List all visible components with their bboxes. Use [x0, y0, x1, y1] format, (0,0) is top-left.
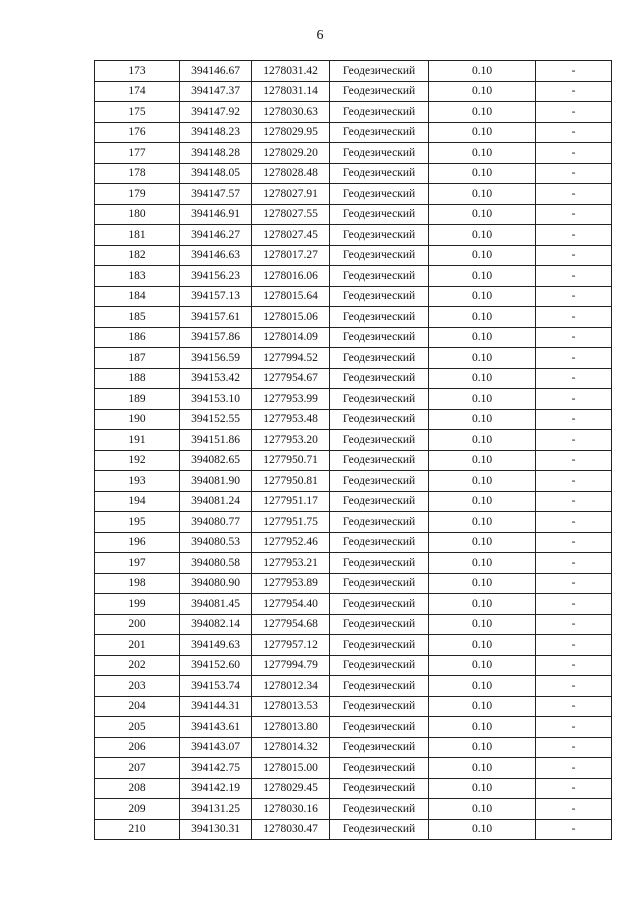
note-cell: - — [536, 225, 612, 246]
accuracy-cell: 0.10 — [429, 266, 536, 287]
y-coordinate-cell: 1277953.48 — [252, 409, 330, 430]
accuracy-cell: 0.10 — [429, 532, 536, 553]
method-cell: Геодезический — [330, 655, 429, 676]
y-coordinate-cell: 1277950.81 — [252, 471, 330, 492]
y-coordinate-cell: 1277953.20 — [252, 430, 330, 451]
accuracy-cell: 0.10 — [429, 676, 536, 697]
x-coordinate-cell: 394157.61 — [180, 307, 252, 328]
point-number-cell: 199 — [95, 594, 180, 615]
x-coordinate-cell: 394147.37 — [180, 81, 252, 102]
table-row — [95, 737, 612, 758]
y-coordinate-cell: 1278027.45 — [252, 225, 330, 246]
accuracy-cell: 0.10 — [429, 61, 536, 82]
x-coordinate-cell: 394151.86 — [180, 430, 252, 451]
table-row — [95, 655, 612, 676]
note-cell: - — [536, 184, 612, 205]
y-coordinate-cell: 1277954.67 — [252, 368, 330, 389]
point-number-cell: 204 — [95, 696, 180, 717]
page-number: 6 — [316, 28, 324, 43]
table-row — [95, 532, 612, 553]
y-coordinate-cell: 1278029.95 — [252, 122, 330, 143]
note-cell: - — [536, 286, 612, 307]
method-cell: Геодезический — [330, 102, 429, 123]
note-cell: - — [536, 594, 612, 615]
point-number-cell: 174 — [95, 81, 180, 102]
method-cell: Геодезический — [330, 327, 429, 348]
method-cell: Геодезический — [330, 491, 429, 512]
note-cell: - — [536, 553, 612, 574]
point-number-cell: 192 — [95, 450, 180, 471]
table-row — [95, 471, 612, 492]
table-row — [95, 61, 612, 82]
point-number-cell: 187 — [95, 348, 180, 369]
y-coordinate-cell: 1277950.71 — [252, 450, 330, 471]
note-cell: - — [536, 368, 612, 389]
y-coordinate-cell: 1278014.09 — [252, 327, 330, 348]
note-cell: - — [536, 737, 612, 758]
note-cell: - — [536, 655, 612, 676]
table-row — [95, 778, 612, 799]
table-row — [95, 184, 612, 205]
table-row — [95, 573, 612, 594]
table-row — [95, 450, 612, 471]
y-coordinate-cell: 1278015.64 — [252, 286, 330, 307]
note-cell: - — [536, 389, 612, 410]
accuracy-cell: 0.10 — [429, 553, 536, 574]
x-coordinate-cell: 394149.63 — [180, 635, 252, 656]
point-number-cell: 206 — [95, 737, 180, 758]
x-coordinate-cell: 394148.05 — [180, 163, 252, 184]
method-cell: Геодезический — [330, 163, 429, 184]
table-row — [95, 307, 612, 328]
note-cell: - — [536, 799, 612, 820]
x-coordinate-cell: 394147.57 — [180, 184, 252, 205]
table-row — [95, 717, 612, 738]
x-coordinate-cell: 394142.19 — [180, 778, 252, 799]
x-coordinate-cell: 394146.27 — [180, 225, 252, 246]
method-cell: Геодезический — [330, 409, 429, 430]
x-coordinate-cell: 394148.23 — [180, 122, 252, 143]
note-cell: - — [536, 758, 612, 779]
point-number-cell: 181 — [95, 225, 180, 246]
point-number-cell: 184 — [95, 286, 180, 307]
x-coordinate-cell: 394152.60 — [180, 655, 252, 676]
y-coordinate-cell: 1278031.14 — [252, 81, 330, 102]
table-row — [95, 758, 612, 779]
accuracy-cell: 0.10 — [429, 758, 536, 779]
accuracy-cell: 0.10 — [429, 635, 536, 656]
method-cell: Геодезический — [330, 614, 429, 635]
note-cell: - — [536, 614, 612, 635]
method-cell: Геодезический — [330, 204, 429, 225]
method-cell: Геодезический — [330, 450, 429, 471]
table-row — [95, 553, 612, 574]
note-cell: - — [536, 409, 612, 430]
table-row — [95, 348, 612, 369]
x-coordinate-cell: 394153.10 — [180, 389, 252, 410]
table-row — [95, 614, 612, 635]
note-cell: - — [536, 348, 612, 369]
point-number-cell: 178 — [95, 163, 180, 184]
method-cell: Геодезический — [330, 368, 429, 389]
table-row — [95, 799, 612, 820]
method-cell: Геодезический — [330, 81, 429, 102]
point-number-cell: 186 — [95, 327, 180, 348]
method-cell: Геодезический — [330, 799, 429, 820]
point-number-cell: 202 — [95, 655, 180, 676]
point-number-cell: 175 — [95, 102, 180, 123]
y-coordinate-cell: 1278029.45 — [252, 778, 330, 799]
point-number-cell: 176 — [95, 122, 180, 143]
x-coordinate-cell: 394153.42 — [180, 368, 252, 389]
point-number-cell: 173 — [95, 61, 180, 82]
note-cell: - — [536, 635, 612, 656]
x-coordinate-cell: 394148.28 — [180, 143, 252, 164]
y-coordinate-cell: 1278013.53 — [252, 696, 330, 717]
accuracy-cell: 0.10 — [429, 778, 536, 799]
y-coordinate-cell: 1278030.16 — [252, 799, 330, 820]
accuracy-cell: 0.10 — [429, 122, 536, 143]
x-coordinate-cell: 394146.67 — [180, 61, 252, 82]
x-coordinate-cell: 394143.61 — [180, 717, 252, 738]
method-cell: Геодезический — [330, 512, 429, 533]
y-coordinate-cell: 1277994.79 — [252, 655, 330, 676]
y-coordinate-cell: 1277957.12 — [252, 635, 330, 656]
method-cell: Геодезический — [330, 819, 429, 840]
x-coordinate-cell: 394081.90 — [180, 471, 252, 492]
table-row — [95, 286, 612, 307]
x-coordinate-cell: 394156.59 — [180, 348, 252, 369]
point-number-cell: 189 — [95, 389, 180, 410]
method-cell: Геодезический — [330, 635, 429, 656]
table-row — [95, 163, 612, 184]
x-coordinate-cell: 394157.86 — [180, 327, 252, 348]
note-cell: - — [536, 512, 612, 533]
method-cell: Геодезический — [330, 389, 429, 410]
x-coordinate-cell: 394156.23 — [180, 266, 252, 287]
method-cell: Геодезический — [330, 266, 429, 287]
note-cell: - — [536, 266, 612, 287]
point-number-cell: 210 — [95, 819, 180, 840]
accuracy-cell: 0.10 — [429, 286, 536, 307]
accuracy-cell: 0.10 — [429, 696, 536, 717]
accuracy-cell: 0.10 — [429, 430, 536, 451]
accuracy-cell: 0.10 — [429, 491, 536, 512]
table-row — [95, 368, 612, 389]
table-row — [95, 81, 612, 102]
point-number-cell: 182 — [95, 245, 180, 266]
table-row — [95, 122, 612, 143]
x-coordinate-cell: 394081.45 — [180, 594, 252, 615]
y-coordinate-cell: 1277953.21 — [252, 553, 330, 574]
y-coordinate-cell: 1277953.89 — [252, 573, 330, 594]
point-number-cell: 194 — [95, 491, 180, 512]
note-cell: - — [536, 676, 612, 697]
accuracy-cell: 0.10 — [429, 348, 536, 369]
method-cell: Геодезический — [330, 245, 429, 266]
accuracy-cell: 0.10 — [429, 143, 536, 164]
method-cell: Геодезический — [330, 737, 429, 758]
accuracy-cell: 0.10 — [429, 512, 536, 533]
method-cell: Геодезический — [330, 225, 429, 246]
point-number-cell: 198 — [95, 573, 180, 594]
x-coordinate-cell: 394157.13 — [180, 286, 252, 307]
method-cell: Геодезический — [330, 758, 429, 779]
table-row — [95, 676, 612, 697]
y-coordinate-cell: 1278012.34 — [252, 676, 330, 697]
x-coordinate-cell: 394082.65 — [180, 450, 252, 471]
x-coordinate-cell: 394080.53 — [180, 532, 252, 553]
note-cell: - — [536, 81, 612, 102]
point-number-cell: 180 — [95, 204, 180, 225]
method-cell: Геодезический — [330, 676, 429, 697]
note-cell: - — [536, 102, 612, 123]
table-row — [95, 102, 612, 123]
table-row — [95, 204, 612, 225]
note-cell: - — [536, 819, 612, 840]
y-coordinate-cell: 1277954.68 — [252, 614, 330, 635]
point-number-cell: 190 — [95, 409, 180, 430]
note-cell: - — [536, 163, 612, 184]
x-coordinate-cell: 394146.91 — [180, 204, 252, 225]
accuracy-cell: 0.10 — [429, 245, 536, 266]
method-cell: Геодезический — [330, 553, 429, 574]
accuracy-cell: 0.10 — [429, 204, 536, 225]
y-coordinate-cell: 1278031.42 — [252, 61, 330, 82]
table-row — [95, 225, 612, 246]
y-coordinate-cell: 1278014.32 — [252, 737, 330, 758]
note-cell: - — [536, 471, 612, 492]
coordinates-table-body — [95, 61, 612, 840]
y-coordinate-cell: 1278017.27 — [252, 245, 330, 266]
accuracy-cell: 0.10 — [429, 819, 536, 840]
method-cell: Геодезический — [330, 348, 429, 369]
y-coordinate-cell: 1278030.47 — [252, 819, 330, 840]
method-cell: Геодезический — [330, 573, 429, 594]
point-number-cell: 177 — [95, 143, 180, 164]
note-cell: - — [536, 327, 612, 348]
accuracy-cell: 0.10 — [429, 717, 536, 738]
note-cell: - — [536, 61, 612, 82]
note-cell: - — [536, 204, 612, 225]
accuracy-cell: 0.10 — [429, 737, 536, 758]
x-coordinate-cell: 394146.63 — [180, 245, 252, 266]
y-coordinate-cell: 1278013.80 — [252, 717, 330, 738]
point-number-cell: 208 — [95, 778, 180, 799]
accuracy-cell: 0.10 — [429, 307, 536, 328]
y-coordinate-cell: 1277953.99 — [252, 389, 330, 410]
x-coordinate-cell: 394143.07 — [180, 737, 252, 758]
x-coordinate-cell: 394082.14 — [180, 614, 252, 635]
accuracy-cell: 0.10 — [429, 225, 536, 246]
point-number-cell: 207 — [95, 758, 180, 779]
accuracy-cell: 0.10 — [429, 368, 536, 389]
method-cell: Геодезический — [330, 286, 429, 307]
y-coordinate-cell: 1277954.40 — [252, 594, 330, 615]
note-cell: - — [536, 696, 612, 717]
accuracy-cell: 0.10 — [429, 327, 536, 348]
accuracy-cell: 0.10 — [429, 450, 536, 471]
accuracy-cell: 0.10 — [429, 471, 536, 492]
point-number-cell: 179 — [95, 184, 180, 205]
point-number-cell: 193 — [95, 471, 180, 492]
y-coordinate-cell: 1277952.46 — [252, 532, 330, 553]
point-number-cell: 203 — [95, 676, 180, 697]
accuracy-cell: 0.10 — [429, 163, 536, 184]
method-cell: Геодезический — [330, 143, 429, 164]
accuracy-cell: 0.10 — [429, 102, 536, 123]
table-row — [95, 635, 612, 656]
method-cell: Геодезический — [330, 778, 429, 799]
accuracy-cell: 0.10 — [429, 655, 536, 676]
x-coordinate-cell: 394081.24 — [180, 491, 252, 512]
accuracy-cell: 0.10 — [429, 389, 536, 410]
note-cell: - — [536, 532, 612, 553]
point-number-cell: 191 — [95, 430, 180, 451]
table-row — [95, 389, 612, 410]
table-row — [95, 245, 612, 266]
x-coordinate-cell: 394152.55 — [180, 409, 252, 430]
y-coordinate-cell: 1278029.20 — [252, 143, 330, 164]
method-cell: Геодезический — [330, 430, 429, 451]
note-cell: - — [536, 143, 612, 164]
x-coordinate-cell: 394147.92 — [180, 102, 252, 123]
note-cell: - — [536, 778, 612, 799]
method-cell: Геодезический — [330, 717, 429, 738]
method-cell: Геодезический — [330, 471, 429, 492]
note-cell: - — [536, 573, 612, 594]
accuracy-cell: 0.10 — [429, 614, 536, 635]
x-coordinate-cell: 394131.25 — [180, 799, 252, 820]
x-coordinate-cell: 394142.75 — [180, 758, 252, 779]
point-number-cell: 197 — [95, 553, 180, 574]
point-number-cell: 209 — [95, 799, 180, 820]
note-cell: - — [536, 717, 612, 738]
accuracy-cell: 0.10 — [429, 409, 536, 430]
accuracy-cell: 0.10 — [429, 573, 536, 594]
y-coordinate-cell: 1277951.17 — [252, 491, 330, 512]
accuracy-cell: 0.10 — [429, 184, 536, 205]
note-cell: - — [536, 245, 612, 266]
table-row — [95, 819, 612, 840]
coordinates-table — [94, 60, 612, 840]
note-cell: - — [536, 491, 612, 512]
table-row — [95, 512, 612, 533]
point-number-cell: 188 — [95, 368, 180, 389]
y-coordinate-cell: 1277994.52 — [252, 348, 330, 369]
point-number-cell: 200 — [95, 614, 180, 635]
note-cell: - — [536, 430, 612, 451]
table-row — [95, 430, 612, 451]
y-coordinate-cell: 1278028.48 — [252, 163, 330, 184]
method-cell: Геодезический — [330, 307, 429, 328]
x-coordinate-cell: 394153.74 — [180, 676, 252, 697]
method-cell: Геодезический — [330, 696, 429, 717]
point-number-cell: 185 — [95, 307, 180, 328]
y-coordinate-cell: 1278030.63 — [252, 102, 330, 123]
y-coordinate-cell: 1278027.91 — [252, 184, 330, 205]
x-coordinate-cell: 394080.77 — [180, 512, 252, 533]
method-cell: Геодезический — [330, 532, 429, 553]
note-cell: - — [536, 307, 612, 328]
x-coordinate-cell: 394080.90 — [180, 573, 252, 594]
method-cell: Геодезический — [330, 122, 429, 143]
note-cell: - — [536, 450, 612, 471]
table-row — [95, 327, 612, 348]
point-number-cell: 195 — [95, 512, 180, 533]
accuracy-cell: 0.10 — [429, 799, 536, 820]
table-row — [95, 491, 612, 512]
point-number-cell: 205 — [95, 717, 180, 738]
accuracy-cell: 0.10 — [429, 81, 536, 102]
point-number-cell: 183 — [95, 266, 180, 287]
table-row — [95, 409, 612, 430]
table-row — [95, 594, 612, 615]
method-cell: Геодезический — [330, 184, 429, 205]
note-cell: - — [536, 122, 612, 143]
method-cell: Геодезический — [330, 61, 429, 82]
method-cell: Геодезический — [330, 594, 429, 615]
y-coordinate-cell: 1278027.55 — [252, 204, 330, 225]
table-row — [95, 266, 612, 287]
y-coordinate-cell: 1278016.06 — [252, 266, 330, 287]
x-coordinate-cell: 394130.31 — [180, 819, 252, 840]
x-coordinate-cell: 394144.31 — [180, 696, 252, 717]
x-coordinate-cell: 394080.58 — [180, 553, 252, 574]
point-number-cell: 201 — [95, 635, 180, 656]
y-coordinate-cell: 1277951.75 — [252, 512, 330, 533]
y-coordinate-cell: 1278015.00 — [252, 758, 330, 779]
accuracy-cell: 0.10 — [429, 594, 536, 615]
table-row — [95, 143, 612, 164]
point-number-cell: 196 — [95, 532, 180, 553]
table-row — [95, 696, 612, 717]
y-coordinate-cell: 1278015.06 — [252, 307, 330, 328]
